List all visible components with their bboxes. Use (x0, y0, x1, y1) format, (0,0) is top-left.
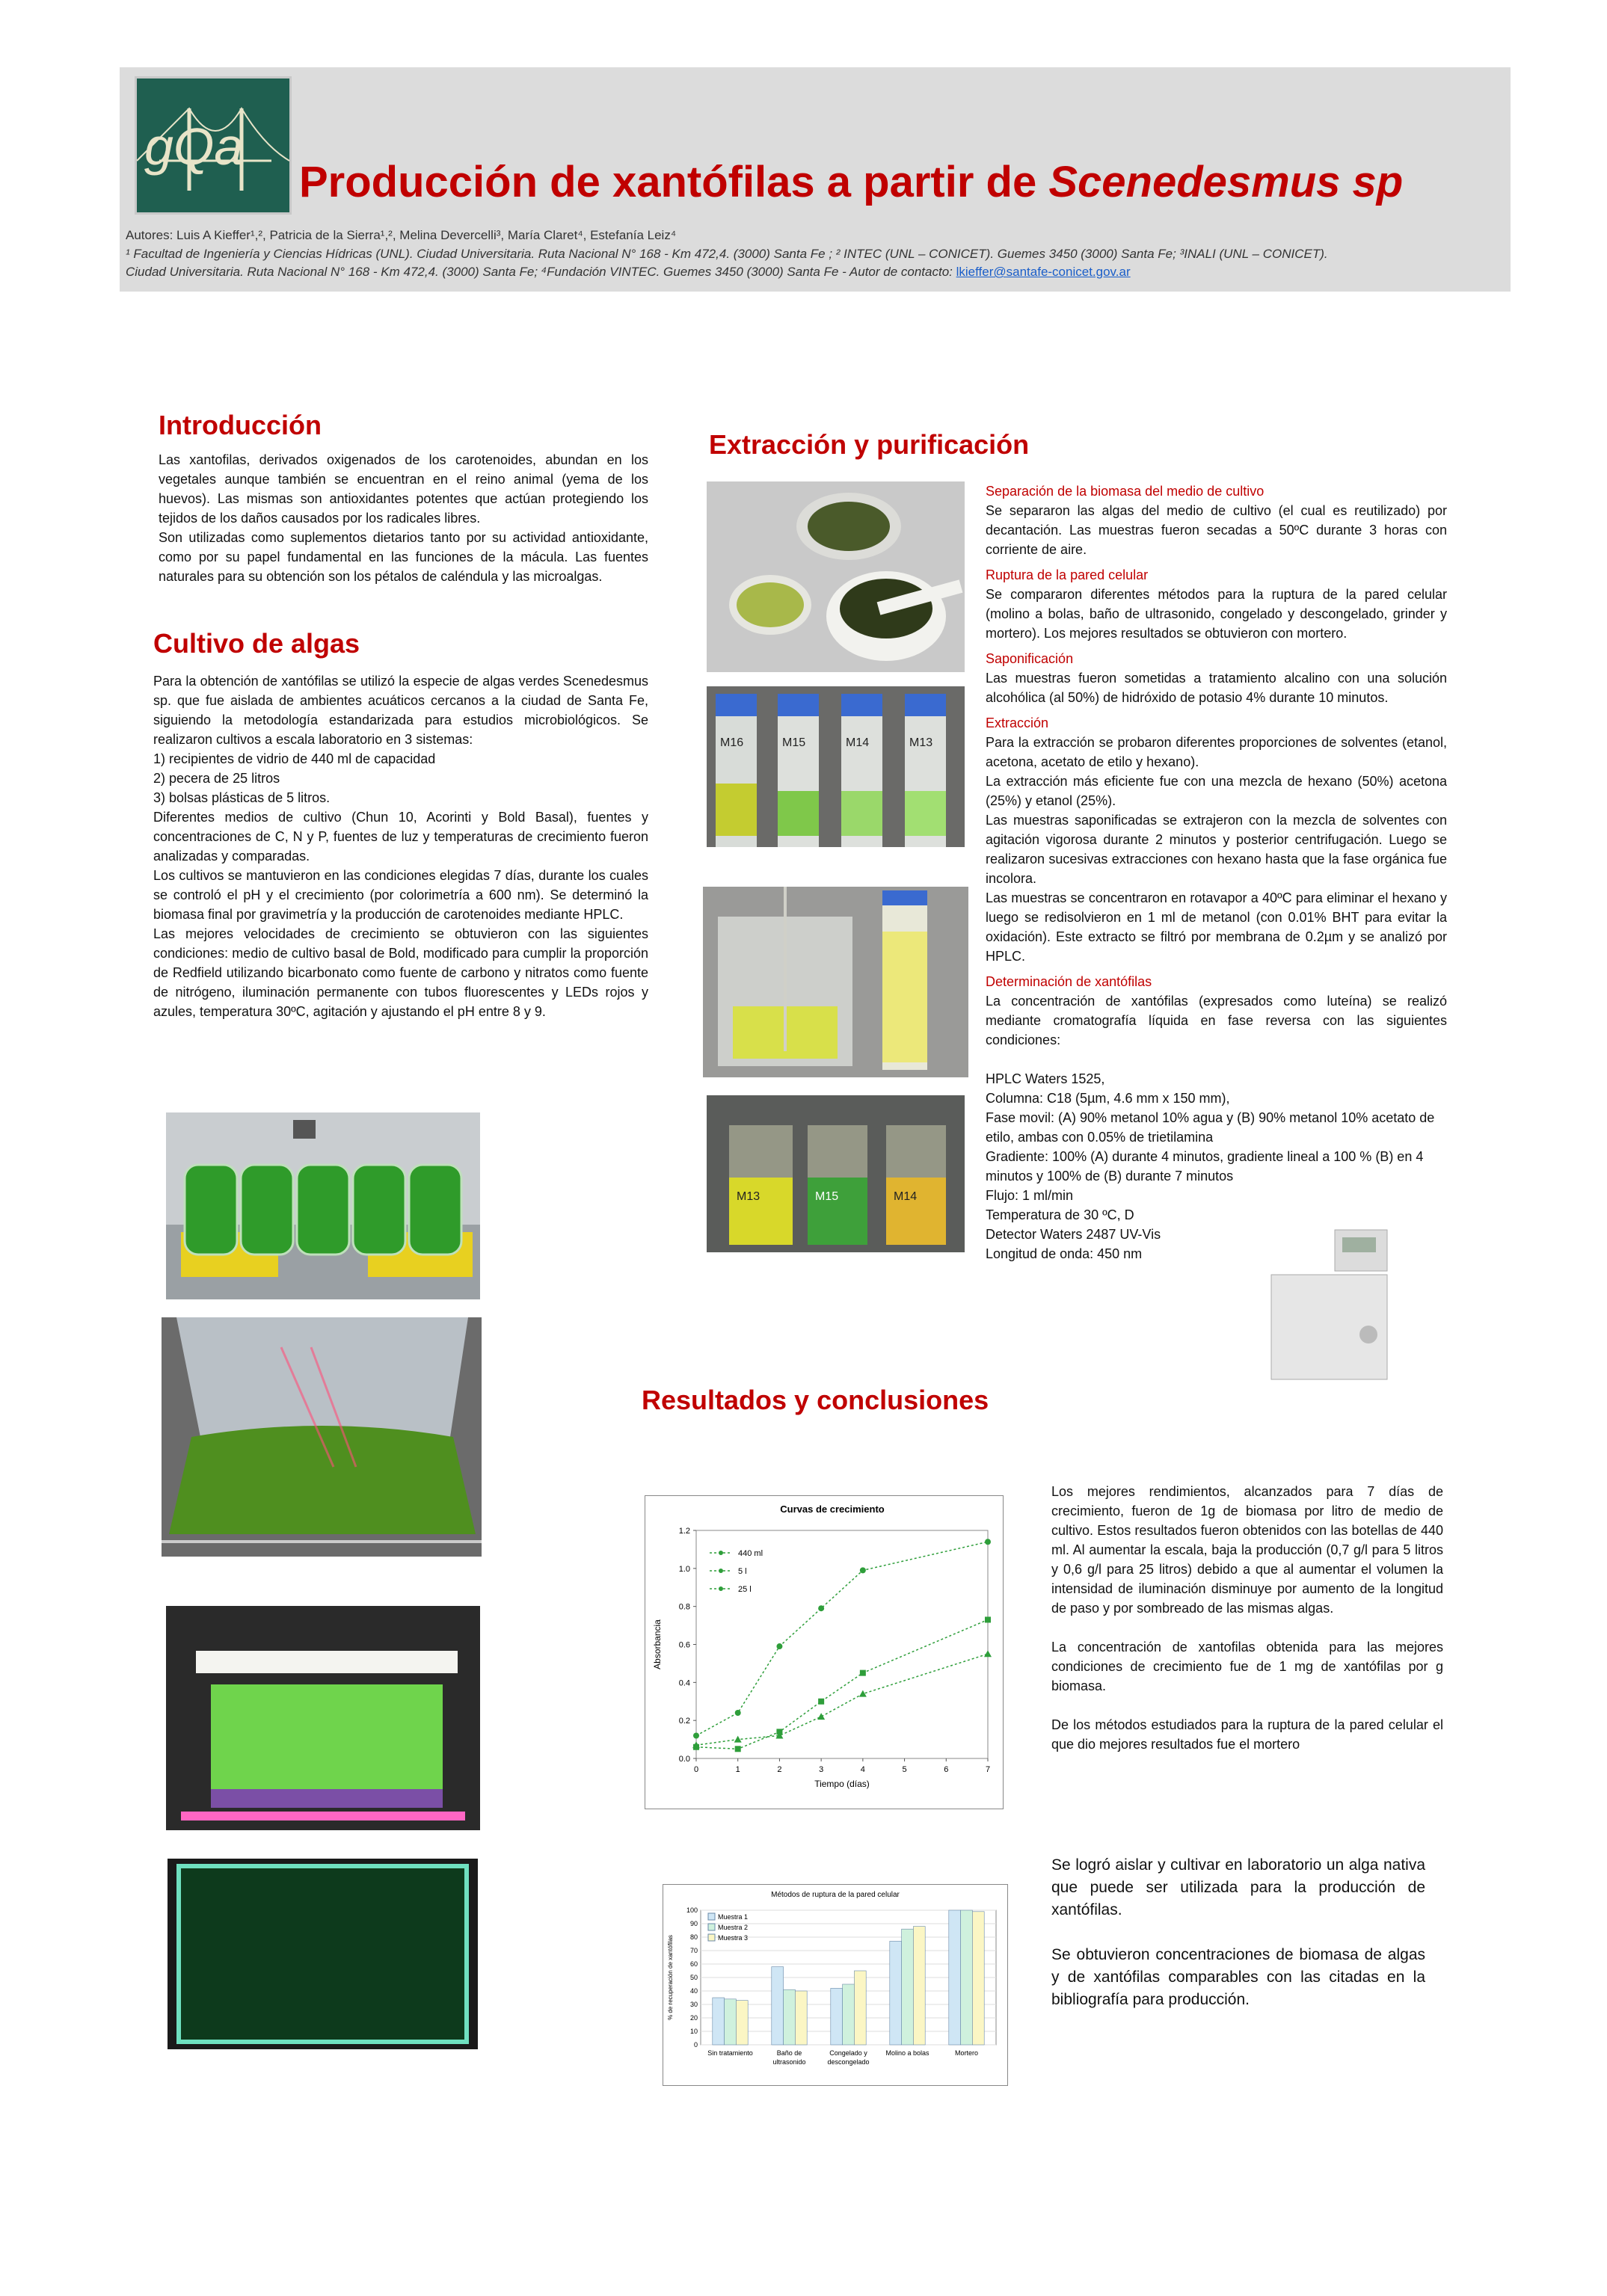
intro-heading: Introducción (159, 410, 322, 440)
x-tick-label: 5 (902, 1765, 907, 1774)
tube-label-2: M15 (782, 736, 806, 749)
y-axis-label: Absorbancia (652, 1619, 663, 1669)
ruptura-title: Ruptura de la pared celular (986, 567, 1149, 582)
photo-hplc-instrument (1264, 1215, 1395, 1383)
extraccion-p1: Para la extracción se probaron diferentes proporciones de solventes (etanol, acetona, acetato de etilo y hexano). (986, 735, 1447, 769)
hplc-line-7: Detector Waters 2487 UV-Vis (986, 1227, 1161, 1242)
y-tick-label: 50 (689, 1974, 698, 1981)
legend-swatch (708, 1913, 715, 1920)
photo-aquarium (166, 1606, 480, 1830)
data-point (735, 1710, 741, 1716)
authors-line: Autores: Luis A Kieffer¹,², Patricia de la Sierra¹,², Melina Devercelli³, María Claret⁴, Estefanía Leiz⁴ (126, 228, 677, 242)
separacion-text: Se separaron las algas del medio de cultivo (el cual es reutilizado) por decantación. Las muestras fueron secadas a 50ºC durante 3 horas con corriente de aire. (986, 503, 1447, 557)
x-tick-label: ultrasonido (772, 2058, 806, 2066)
extraccion-heading: Extracción y purificación (709, 429, 1030, 460)
y-tick-label: 20 (689, 2014, 698, 2022)
cultivo-body (153, 671, 648, 1021)
cell-rupture-chart (663, 1884, 1008, 2086)
series-line (696, 1619, 988, 1749)
extraccion-p4: Las muestras se concentraron en rotavapor a 40ºC para eliminar el hexano y luego se redisolvieron en 1 ml de metanol (con 0.01% BHT para evitar la oxidación). Este extracto se filtró por membrana de 0.2µm y se analizó por HPLC. (986, 890, 1447, 964)
bar (725, 1999, 737, 2045)
bar (854, 1971, 866, 2045)
photo-tubes (707, 686, 965, 847)
header-banner (120, 67, 1511, 292)
conclusiones-body (1051, 1854, 1425, 2011)
hplc-line-2: Columna: C18 (5µm, 4.6 mm x 150 mm), (986, 1091, 1230, 1106)
conclusion-p1: Se logró aislar y cultivar en laboratorio un alga nativa que puede ser utilizada para la producción de xantófilas. (1051, 1856, 1425, 1918)
poster-title: Producción de xantófilas a partir de Scenedesmus sp (299, 158, 1404, 206)
ruptura-text: Se compararon diferentes métodos para la ruptura de la pared celular (molino a bolas, baño de ultrasonido, congelado y descongelado, grinder y mortero). Los mejores resultados se obtuvieron con mortero. (986, 587, 1447, 641)
resultados-body (1051, 1482, 1443, 1754)
x-tick-label: Baño de (776, 2049, 802, 2057)
extraccion-title: Extracción (986, 715, 1049, 730)
resultados-p1: Los mejores rendimientos, alcanzados para 7 días de crecimiento, fueron de 1g de biomasa por litro de medio de cultivo. Estos resultados fueron obtenidos con las botellas de 440 ml. Al aumentar la escala, baja la producción (0,7 g/l para 5 litros y 0,6 g/l para 25 litros) debido a que al aumentar el volumen la intensidad de iluminación disminuye por aumento de la longitud de paso y por sombreado de las mismas algas. (1051, 1484, 1443, 1616)
vial-label-1: M13 (737, 1190, 761, 1203)
cultivo-list-1: 1) recipientes de vidrio de 440 ml de capacidad (153, 751, 436, 766)
affiliation-line-2: Ciudad Universitaria. Ruta Nacional N° 168 - Km 472,4. (3000) Santa Fe; ⁴Fundación VINTEC. Guemes 3450 (3000) Santa Fe - Autor de contacto: lkieffer@santafe-conicet.gov.ar (126, 265, 1131, 279)
x-tick-label: 2 (777, 1765, 782, 1774)
y-tick-label: 0.4 (678, 1678, 690, 1688)
legend-label: Muestra 3 (718, 1934, 749, 1942)
bar (795, 1991, 807, 2045)
x-tick-label: Molino a bolas (885, 2049, 930, 2057)
x-tick-label: Mortero (954, 2049, 979, 2057)
x-tick-label: 1 (735, 1765, 740, 1774)
resultados-p2: La concentración de xantofilas obtenida para las mejores condiciones de crecimiento fue de 1 mg de xantófilas por g biomasa. (1051, 1640, 1443, 1693)
y-tick-label: 0.0 (678, 1755, 690, 1764)
intro-p1: Las xantofilas, derivados oxigenados de los carotenoides, abundan en los vegetales aunque también se encuentran en el reino animal (yema de los huevos). Las mismas son antioxidantes potentes que actúan protegiendo los tejidos de los daños causados por los radicales libres. (159, 452, 648, 526)
cultivo-p2: Diferentes medios de cultivo (Chun 10, Acorinti y Bold Basal), fuentes y concentraciones de C, N y P, fuentes de luz y temperaturas de crecimiento fueron analizadas y comparadas. (153, 810, 648, 864)
photo-dark-tank (168, 1859, 478, 2049)
cultivo-heading: Cultivo de algas (153, 628, 360, 659)
y-tick-label: 1.0 (678, 1564, 690, 1574)
extraccion-p2: La extracción más eficiente fue con una mezcla de hexano (50%) acetona (25%) y etanol (25%). (986, 774, 1447, 808)
legend-label: 440 ml (738, 1549, 763, 1558)
x-tick-label: Sin tratamiento (707, 2049, 753, 2057)
saponificacion-text: Las muestras fueron sometidas a tratamiento alcalino con una solución alcohólica (al 50%) de hidróxido de potasio 4% durante 10 minutos. (986, 671, 1447, 705)
bar (831, 1988, 843, 2045)
y-tick-label: 0.2 (678, 1717, 690, 1726)
bar (972, 1912, 984, 2045)
data-point (693, 1733, 699, 1739)
determinacion-title: Determinación de xantófilas (986, 974, 1152, 989)
separacion-title: Separación de la biomasa del medio de cultivo (986, 484, 1265, 499)
legend-label: Muestra 1 (718, 1913, 749, 1921)
data-point (734, 1736, 742, 1743)
bar (843, 1984, 855, 2045)
determinacion-text: La concentración de xantófilas (expresados como luteína) se realizó mediante cromatografía líquida en fase reversa con las siguientes condiciones: (986, 994, 1447, 1047)
y-tick-label: 0.8 (678, 1602, 690, 1612)
photo-vials (707, 1095, 965, 1252)
resultados-p3: De los métodos estudiados para la ruptura de la pared celular el que dio mejores resultados fue el mortero (1051, 1717, 1443, 1752)
cultivo-p4: Las mejores velocidades de crecimiento se obtuvieron con las siguientes condiciones: medio de cultivo basal de Bold, modificado para cumplir la proporción de Redfield utilizando bicarbonato como fuente de carbono y nitratos como fuente de nitrógeno, iluminación permanente con tubos fluorescentes y LEDs rojos y azules, temperatura 30ºC, agitación y ajustando el pH entre 8 y 9. (153, 926, 648, 1019)
bar (784, 1989, 796, 2045)
y-axis-label: % de recuperación de xantófilas (667, 1935, 674, 2020)
photo-bottles (166, 1112, 480, 1299)
data-point (776, 1643, 782, 1649)
x-tick-label: 0 (693, 1765, 699, 1774)
data-point (818, 1605, 824, 1611)
x-tick-label: 4 (860, 1765, 865, 1774)
affiliation-line-1: ¹ Facultad de Ingeniería y Ciencias Hídricas (UNL). Ciudad Universitaria. Ruta Nacional N° 168 - Km 472,4. (3000) Santa Fe ; ² INTEC (UNL – CONICET). Guemes 3450 (3000) Santa Fe; ³INALI (UNL – CONICET). (126, 247, 1328, 261)
bar (772, 1967, 784, 2045)
photo-plastic-bag (162, 1317, 482, 1557)
data-point (985, 1539, 991, 1545)
cultivo-p3: Los cultivos se mantuvieron en las condiciones elegidas 7 días, durante los cuales se controló el pH y el crecimiento (por colorimetría a 600 nm). Se determinó la biomasa final por gravimetría y la producción de carotenoides mediante HPLC. (153, 868, 648, 922)
data-point (860, 1567, 866, 1573)
bar (902, 1929, 914, 2045)
bridge-icon (137, 79, 289, 212)
hplc-line-5: Flujo: 1 ml/min (986, 1188, 1074, 1203)
legend-swatch (708, 1934, 715, 1941)
x-tick-label: 7 (985, 1765, 991, 1774)
tube-label-4: M13 (909, 736, 933, 749)
bar (961, 1910, 973, 2045)
y-tick-label: 70 (689, 1947, 698, 1954)
intro-body (159, 450, 648, 586)
chart-title: Métodos de ruptura de la pared celular (771, 1891, 900, 1899)
vial-label-2: M15 (815, 1190, 839, 1203)
data-point (817, 1713, 825, 1720)
contact-email-link[interactable]: lkieffer@santafe-conicet.gov.ar (956, 265, 1131, 279)
y-tick-label: 90 (689, 1920, 698, 1927)
legend-marker (719, 1551, 723, 1555)
series-line (696, 1654, 988, 1745)
intro-p2: Son utilizadas como suplementos dietarios tanto por su actividad antioxidante, como por su papel fundamental en las funciones de la mácula. Las fuentes naturales para su obtención son los pétalos de caléndula y las microalgas. (159, 530, 648, 584)
y-tick-label: 1.2 (678, 1527, 690, 1536)
extraccion-body (986, 481, 1447, 1264)
bar (713, 1998, 725, 2045)
hplc-line-6: Temperatura de 30 ºC, D (986, 1207, 1134, 1222)
y-tick-label: 40 (689, 1987, 698, 1995)
bar (913, 1927, 925, 2045)
data-point (735, 1746, 741, 1752)
legend-label: 5 l (738, 1567, 747, 1576)
y-tick-label: 0.6 (678, 1640, 690, 1650)
cultivo-list-2: 2) pecera de 25 litros (153, 771, 280, 786)
y-tick-label: 10 (689, 2028, 698, 2035)
saponificacion-title: Saponificación (986, 651, 1074, 666)
chart-title: Curvas de crecimiento (780, 1504, 885, 1515)
logo-text: gQa (144, 117, 244, 176)
extraccion-p3: Las muestras saponificadas se extrajeron con la mezcla de solventes con agitación vigorosa durante 2 minutos y posterior centrifugación. Luego se realizaron sucesivas extracciones con hexano hasta que la fase orgánica fue incolora. (986, 813, 1447, 886)
legend-marker (719, 1569, 723, 1573)
cultivo-list-3: 3) bolsas plásticas de 5 litros. (153, 790, 331, 805)
legend-swatch (708, 1924, 715, 1930)
y-tick-label: 80 (689, 1933, 698, 1941)
tube-label-3: M14 (846, 736, 870, 749)
gqa-logo (135, 76, 292, 215)
legend-label: 25 l (738, 1585, 752, 1594)
data-point (860, 1670, 866, 1676)
x-tick-label: 3 (819, 1765, 824, 1774)
hplc-line-4: Gradiente: 100% (A) durante 4 minutos, gradiente lineal a 100 % (B) en 4 minutos y 100% de (B) durante 7 minutos (986, 1149, 1424, 1184)
y-tick-label: 60 (689, 1960, 698, 1968)
y-tick-label: 0 (693, 2041, 698, 2049)
y-tick-label: 30 (689, 2001, 698, 2008)
tube-label-1: M16 (720, 736, 744, 749)
y-tick-label: 100 (686, 1906, 698, 1914)
bar (949, 1910, 961, 2045)
growth-chart (645, 1495, 1004, 1809)
x-axis-label: Tiempo (días) (814, 1779, 870, 1789)
vial-label-3: M14 (894, 1190, 918, 1203)
bar (890, 1941, 902, 2045)
hplc-line-3: Fase movil: (A) 90% metanol 10% agua y (B) 90% metanol 10% acetato de etilo, ambas con 0.05% de trietilamina (986, 1110, 1435, 1145)
hplc-line-8: Longitud de onda: 450 nm (986, 1246, 1143, 1261)
photo-beaker (703, 887, 968, 1077)
data-point (818, 1699, 824, 1705)
data-point (985, 1616, 991, 1622)
bar (736, 2001, 748, 2045)
conclusion-p2: Se obtuvieron concentraciones de biomasa de algas y de xantófilas comparables con las citadas en la bibliografía para producción. (1051, 1946, 1425, 2008)
x-tick-label: Congelado y (829, 2049, 867, 2057)
cultivo-p1: Para la obtención de xantófilas se utilizó la especie de algas verdes Scenedesmus sp. que fue aislada de ambientes acuáticos cercanos a la ciudad de Santa Fe, siguiendo la metodología estandarizada para estudios microbiológicos. Se realizaron cultivos a escala laboratorio en 3 sistemas: (153, 674, 648, 747)
resultados-heading: Resultados y conclusiones (642, 1385, 989, 1415)
data-point (984, 1650, 992, 1657)
x-tick-label: 6 (944, 1765, 949, 1774)
legend-label: Muestra 2 (718, 1924, 749, 1931)
photo-mortar (707, 481, 965, 672)
legend-marker (719, 1586, 723, 1591)
plot-area (696, 1530, 988, 1758)
hplc-line-1: HPLC Waters 1525, (986, 1071, 1105, 1086)
x-tick-label: descongelado (827, 2058, 870, 2066)
